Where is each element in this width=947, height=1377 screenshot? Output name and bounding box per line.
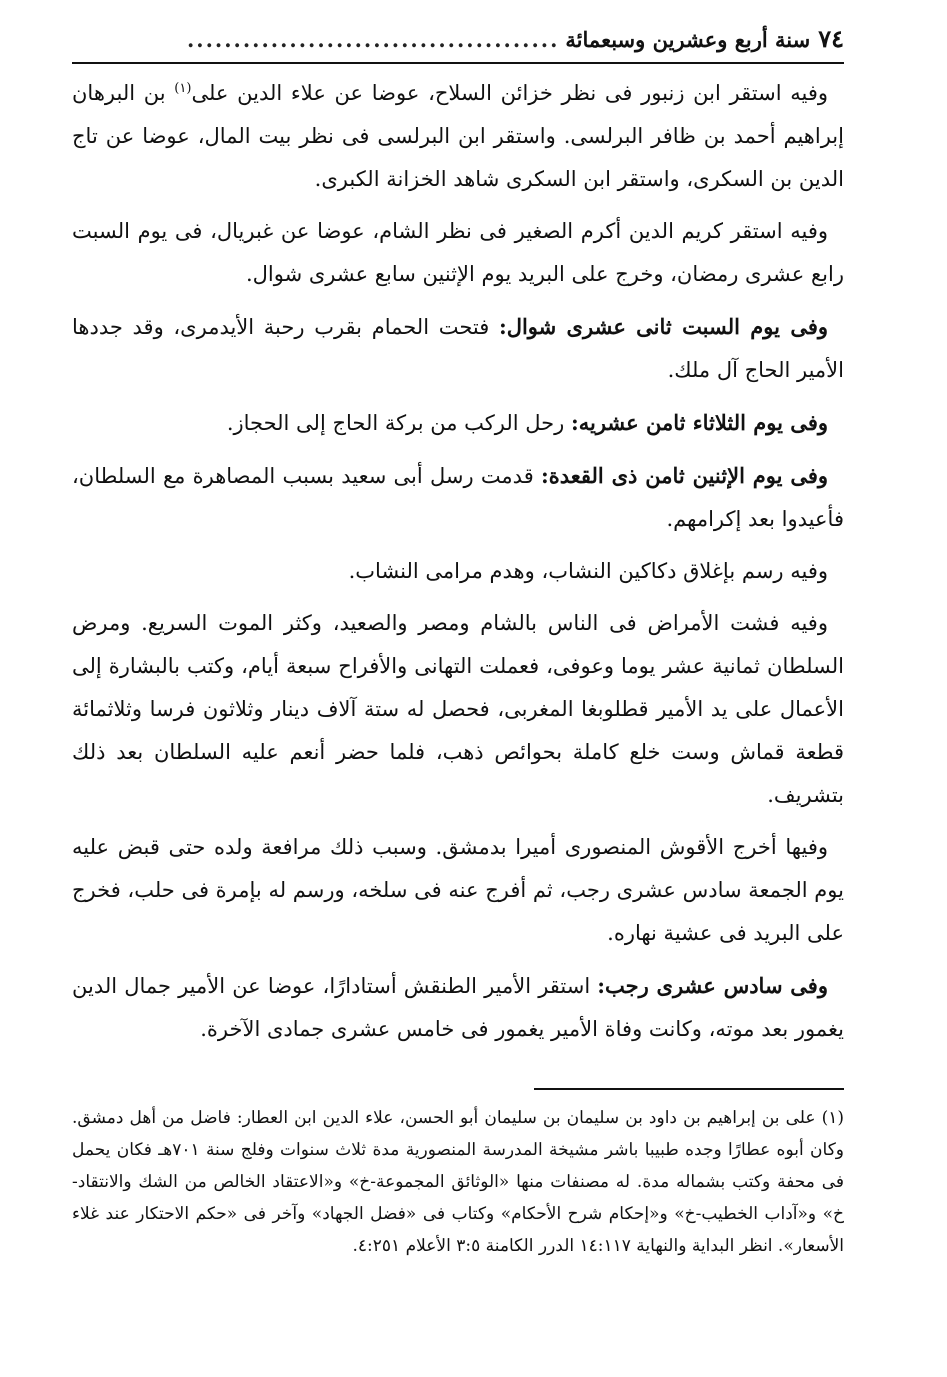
paragraph — [72, 602, 844, 817]
paragraph-text: وفيها أخرج الأقوش المنصورى أميرا بدمشق. وسبب ذلك مرافعة ولده حتى قبض عليه يوم الجمعة سادس عشرى رجب، ثم أفرج عنه فى سلخه، ورسم له بإمرة فى حلب، فخرج على البريد فى عشية نهاره. — [72, 835, 844, 945]
paragraph-text: وفيه رسم بإغلاق دكاكين النشاب، وهدم مرامى النشاب. — [348, 559, 828, 583]
paragraph-text-continued: بن البرهان إبراهيم أحمد بن ظافر البرلسى. واستقر ابن البرلسى فى نظر بيت المال، عوضا عن تاج الدين بن السكرى، واستقر ابن السكرى شاهد الخزانة الكبرى. — [72, 81, 844, 191]
header-leader-dots: ........................................ — [186, 27, 560, 52]
paragraph — [72, 454, 844, 541]
paragraph-text: رحل الركب من بركة الحاج إلى الحجاز. — [226, 411, 571, 435]
main-text — [72, 72, 844, 1051]
paragraph — [72, 826, 844, 955]
footnote-divider — [534, 1088, 844, 1090]
footnote-reference[interactable]: (١) — [174, 81, 192, 96]
date-heading: وفى يوم السبت ثانى عشرى شوال: — [498, 314, 828, 339]
date-heading: وفى يوم الإثنين ثامن ذى القعدة: — [540, 463, 828, 488]
paragraph-text: قدمت رسل أبى سعيد بسبب المصاهرة مع السلطان، فأعيدوا بعد إكرامهم. — [72, 464, 844, 531]
running-header — [72, 24, 844, 64]
chapter-title: سنة أربع وعشرين وسبعمائة — [565, 27, 811, 52]
footnotes — [72, 1102, 844, 1262]
paragraph — [72, 401, 844, 445]
paragraph-text: وفيه فشت الأمراض فى الناس بالشام ومصر والصعيد، وكثر الموت السريع. ومرض السلطان ثمانية عشر يوما وعوفى، فعملت التهانى والأفراح سبعة أيام، وكتب بالبشارة إلى الأعمال على يد الأمير قطلوبغا المغربى، فحصل له ستة آلاف دينار وثلاثون فرسا وثلاثمائة قطعة قماش وست خلع كاملة بحوائص ذهب، فلما حضر أنعم عليه السلطان بعد ذلك بتشريف. — [72, 611, 844, 807]
date-heading: وفى سادس عشرى رجب: — [597, 973, 828, 998]
page-number: ٧٤ — [818, 24, 844, 53]
paragraph — [72, 550, 844, 593]
paragraph — [72, 305, 844, 392]
book-page — [72, 24, 844, 1354]
paragraph — [72, 72, 844, 201]
footnote: (١) على بن إبراهيم بن داود بن سليمان بن سليمان أبو الحسن، علاء الدين ابن العطار: فاضل من أهل دمشق. وكان أبوه عطارًا وجده طبيبا باشر مشيخة المدرسة المنصورية مدة ثلاث سنوات وفلج سنة ٧٠١هـ فكان يحمل فى محفة وكتب بشماله مدة. له مصنفات منها «الوثائق المجموعة-خ» و«الاعتقاد الخالص من الشك والانتقاد-خ» و«آداب الخطيب-خ» و«إحكام شرح الأحكام» وكتاب فى «فضل الجهاد» وآخر فى «حكم الاحتكار عند غلاء الأسعار». انظر البداية والنهاية ١٤:١١٧ الدرر الكامنة ٣:٥ الأعلام ٤:٢٥١. — [72, 1108, 844, 1256]
paragraph-text: وفيه استقر كريم الدين أكرم الصغير فى نظر الشام، عوضا عن غبريال، فى يوم السبت رابع عشرى رمضان، وخرج على البريد يوم الإثنين سابع عشرى شوال. — [72, 219, 844, 286]
paragraph-text: وفيه استقر ابن زنبور فى نظر خزائن السلاح، عوضا عن علاء الدين على — [191, 81, 829, 105]
paragraph — [72, 964, 844, 1051]
paragraph-text: فتحت الحمام بقرب رحبة الأيدمرى، وقد جددها الأمير الحاج آل ملك. — [72, 315, 844, 382]
paragraph-text: استقر الأمير الطنقش أستادارًا، عوضا عن الأمير جمال الدين يغمور بعد موته، وكانت وفاة الأمير يغمور فى خامس عشرى جمادى الآخرة. — [72, 974, 844, 1041]
date-heading: وفى يوم الثلاثاء ثامن عشريه: — [570, 410, 828, 435]
paragraph — [72, 210, 844, 296]
